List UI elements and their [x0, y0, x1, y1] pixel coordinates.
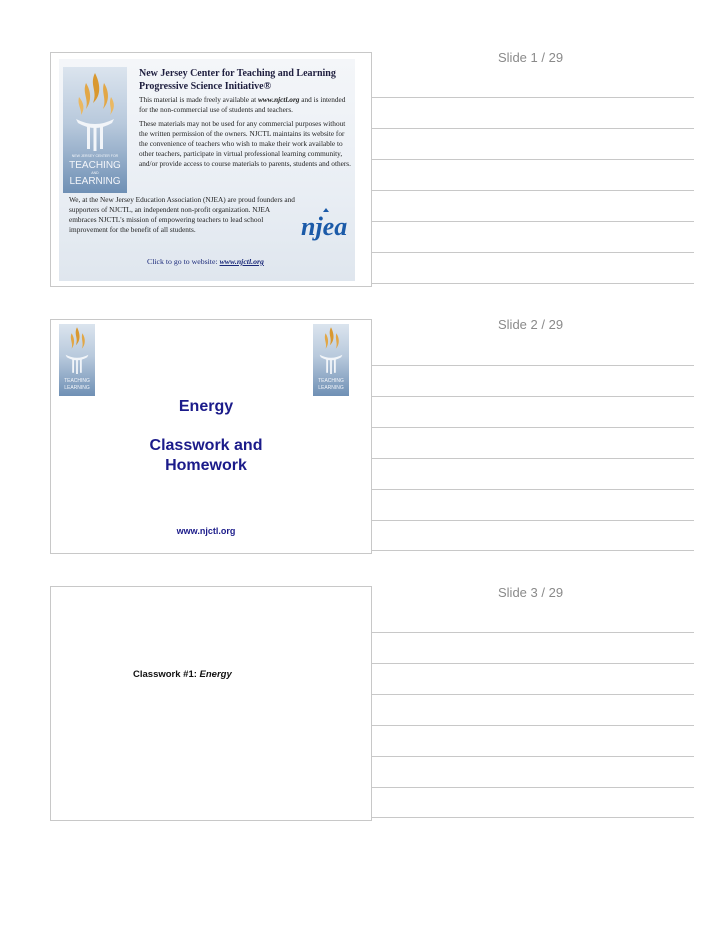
note-line	[372, 221, 694, 222]
note-line	[372, 632, 694, 633]
note-line	[372, 787, 694, 788]
njea-logo-text: njea	[301, 212, 348, 241]
slide-3-heading	[133, 669, 232, 680]
slide-1-title: New Jersey Center for Teaching and Learning Progressive Science Initiative®	[139, 68, 336, 92]
note-line	[372, 663, 694, 664]
note-line	[372, 520, 694, 521]
note-line	[372, 756, 694, 757]
njctl-logo-right	[313, 324, 349, 396]
logo-teaching: TEACHING	[318, 378, 344, 384]
slide-1-paragraph-1	[139, 95, 351, 115]
logo-teaching: TEACHING	[64, 378, 90, 384]
slide-2-subtitle-line-1: Classwork and	[149, 437, 263, 454]
paragraph-1-text-end: and is intended for the non-commercial use of students and teachers.	[139, 95, 346, 114]
logo-learning: LEARNING	[69, 176, 121, 187]
njctl-logo-left	[59, 324, 95, 396]
torch-flame-icon	[63, 326, 91, 374]
slide-1-paragraph-3: We, at the New Jersey Education Association (NJEA) are proud founders and supporters of NJCTL, an independent non-profit organization. NJEA embraces NJCTL's mission of empowering teachers to lead school improvement for the benefit of all students.	[69, 195, 295, 234]
slide-2-thumbnail[interactable]	[50, 319, 372, 554]
note-line	[372, 252, 694, 253]
paragraph-1-text-start: This material is made freely available at	[139, 95, 258, 104]
slide-3-label: Slide 3 / 29	[498, 585, 564, 600]
note-line	[372, 427, 694, 428]
note-line	[372, 725, 694, 726]
logo-learning: LEARNING	[64, 385, 90, 391]
note-line	[372, 396, 694, 397]
torch-flame-icon	[317, 326, 345, 374]
note-line	[372, 550, 694, 551]
note-line	[372, 694, 694, 695]
slide-1-website-line	[147, 257, 264, 266]
slide-2-url: www.njctl.org	[176, 526, 236, 536]
slide-1-paragraph-2: These materials may not be used for any commercial purposes without the written permission of the owners. NJCTL maintains its website for the convenience of teachers who wish to make their work available to other teachers, participate in virtual professional learning community, and/or provide access to course materials to parents, students and others.	[139, 119, 351, 168]
slide-1-label: Slide 1 / 29	[498, 50, 564, 65]
note-line	[372, 190, 694, 191]
slide-3-thumbnail[interactable]	[50, 586, 372, 821]
note-line	[372, 128, 694, 129]
note-line	[372, 365, 694, 366]
slide-2-subtitle-line-2: Homework	[165, 457, 247, 474]
note-line	[372, 97, 694, 98]
logo-and: AND	[91, 171, 99, 175]
slide-2-title: Energy	[178, 398, 234, 415]
logo-teaching: TEACHING	[69, 160, 121, 171]
note-line	[372, 817, 694, 818]
note-line	[372, 283, 694, 284]
njea-logo	[299, 207, 355, 241]
torch-flame-icon	[72, 71, 118, 151]
slide-1-thumbnail[interactable]	[50, 52, 372, 287]
logo-top-line: NEW JERSEY CENTER FOR	[71, 154, 119, 158]
note-line	[372, 159, 694, 160]
note-line	[372, 458, 694, 459]
slide-3-heading-topic: Energy	[199, 669, 232, 680]
njctl-website-link[interactable]: www.njctl.org	[219, 257, 264, 266]
paragraph-1-link[interactable]: www.njctl.org	[257, 95, 300, 104]
slide-1-background	[59, 59, 355, 281]
logo-learning: LEARNING	[318, 385, 344, 391]
njctl-logo	[63, 67, 127, 193]
note-line	[372, 489, 694, 490]
slide-3-heading-prefix: Classwork #1:	[133, 669, 200, 680]
website-line-label: Click to go to website:	[147, 257, 220, 266]
slide-2-label: Slide 2 / 29	[498, 317, 564, 332]
